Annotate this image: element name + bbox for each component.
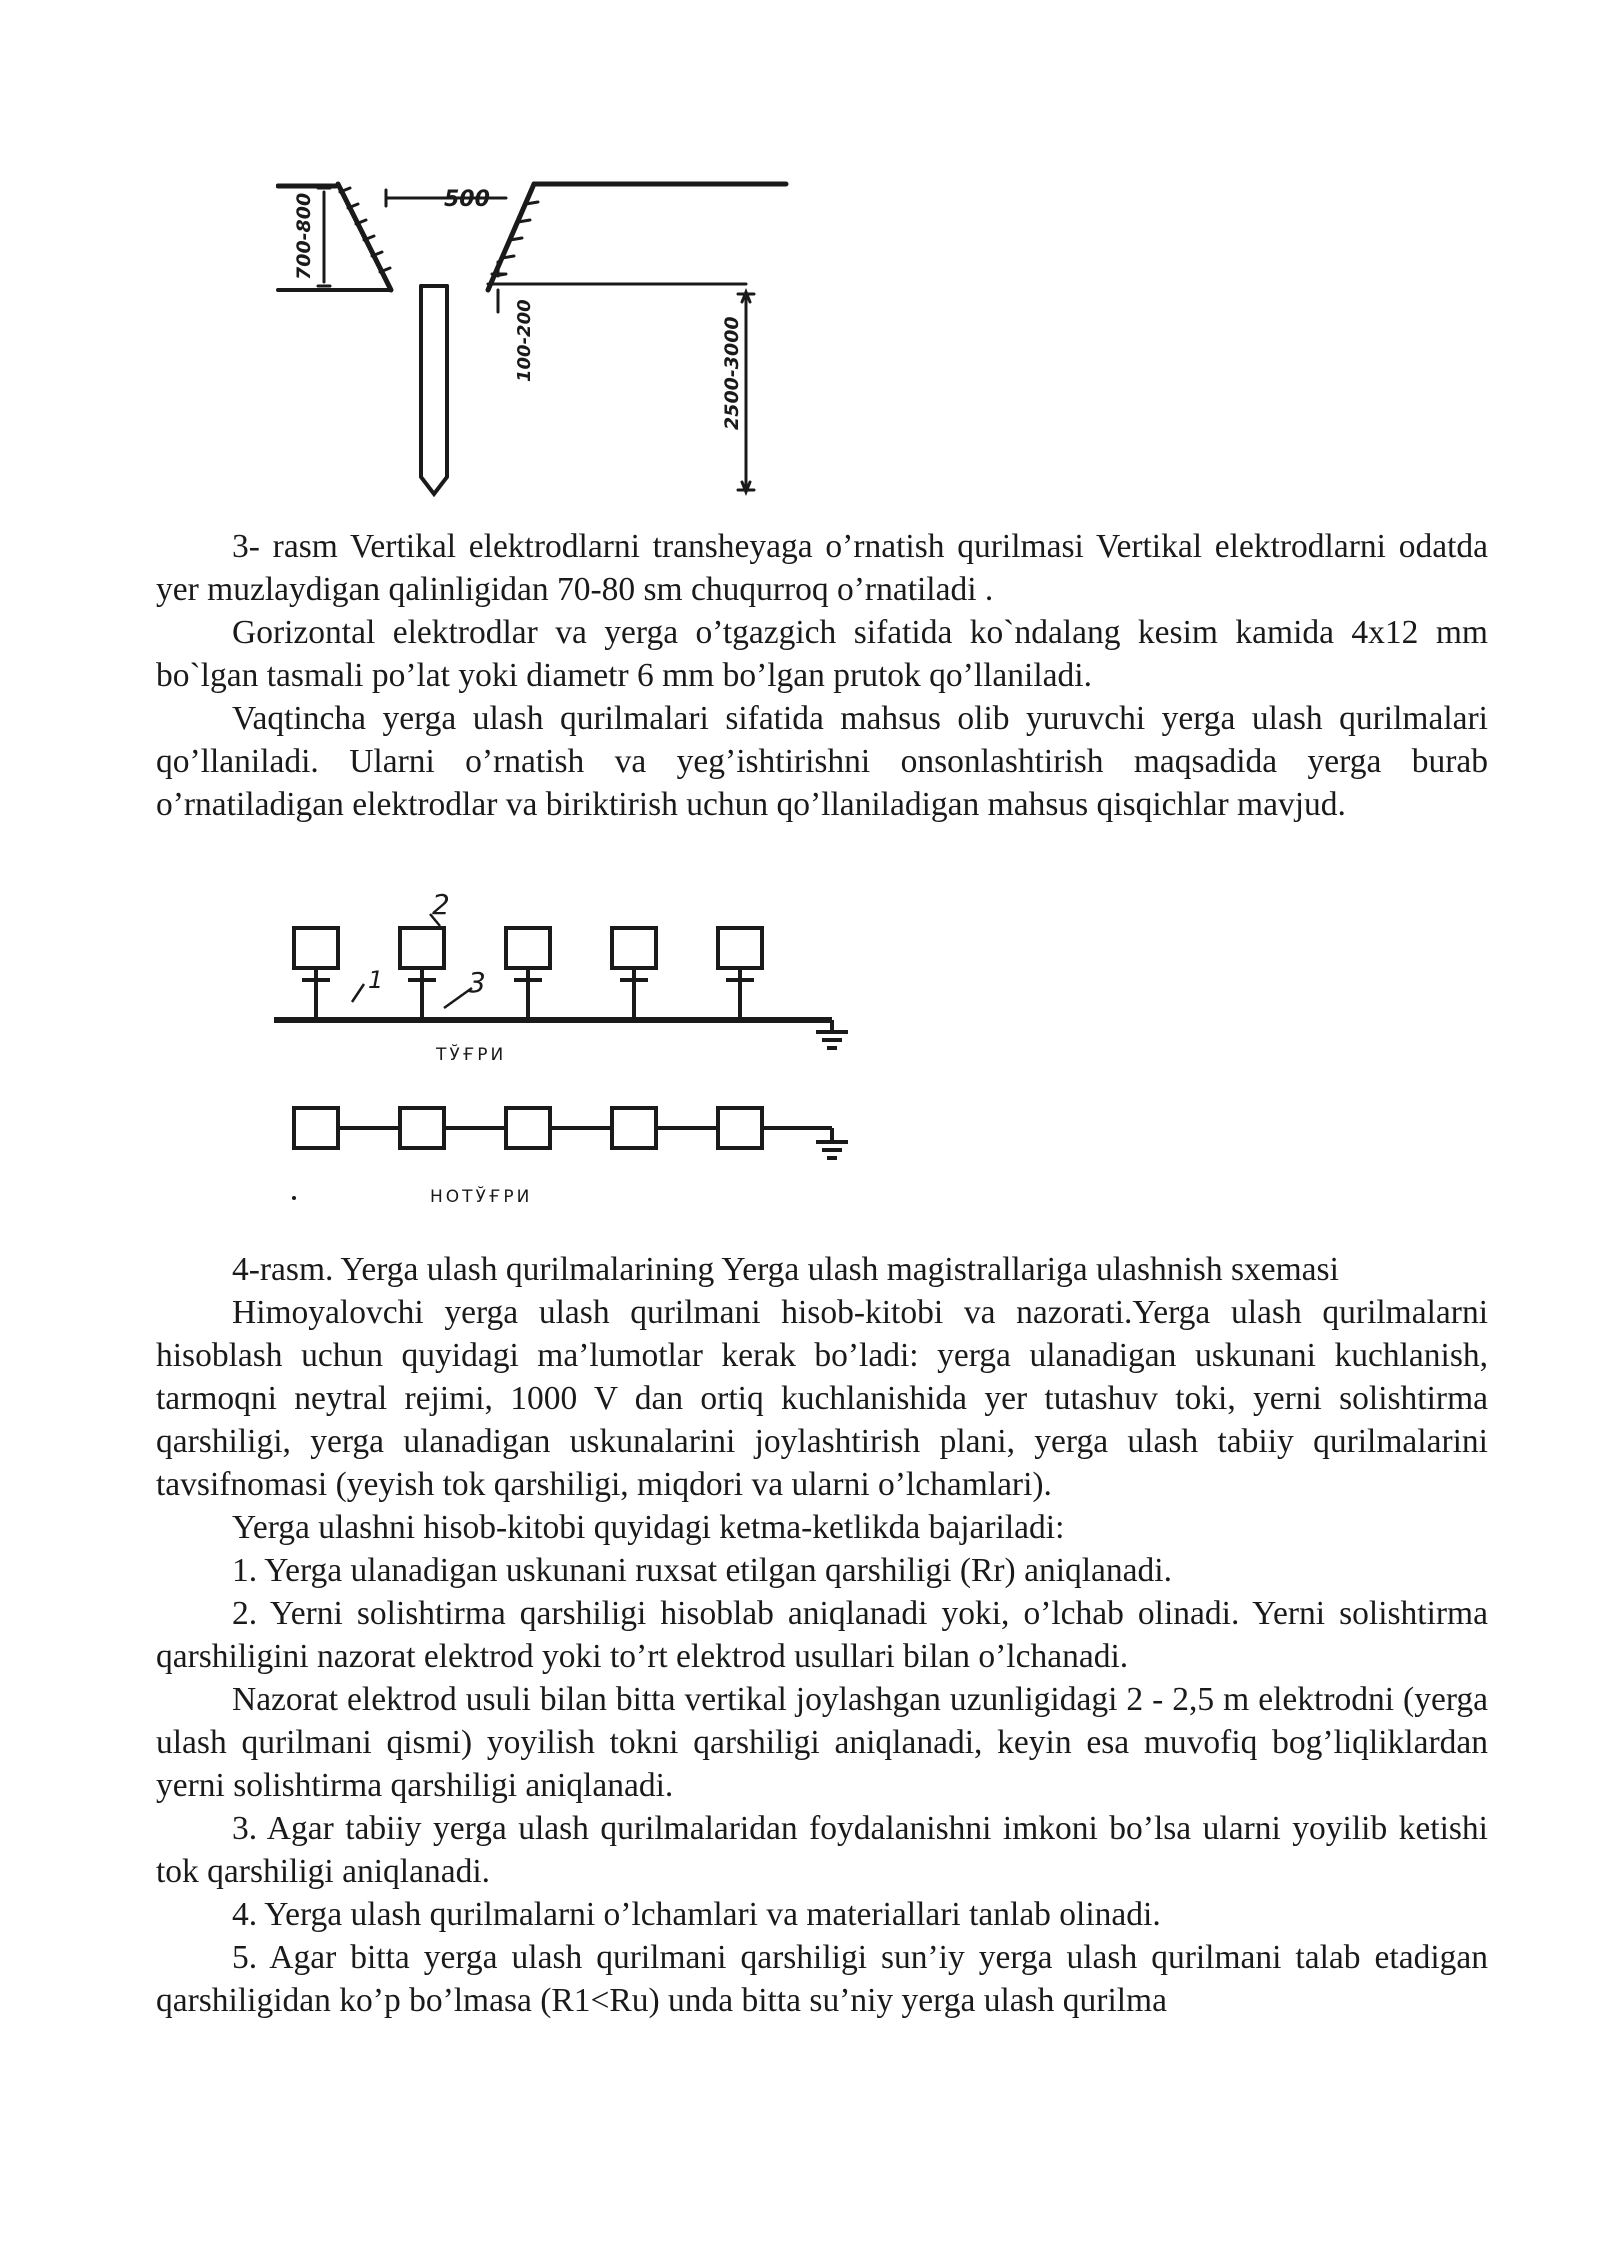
caption-wrong: НОТЎҒРИ: [430, 1187, 533, 1207]
dim-width-label: 500: [444, 187, 490, 212]
label-1: 1: [368, 966, 384, 994]
paragraph: 4. Yerga ulash qurilmalarni o’lchamlari va materiallari tanlab olinadi.: [232, 1896, 1161, 1933]
label-3: 3: [468, 966, 486, 999]
paragraph: 3. Agar tabiiy yerga ulash qurilmalaridan foydalanishni imkoni bo’lsa ularni yoyilib ketishi tok qarshiligi aniqlanadi.: [156, 1810, 1488, 1890]
paragraph: Yerga ulashni hisob-kitobi quyidagi ketma-ketlikda bajariladi:: [232, 1509, 1065, 1546]
paragraph: 4-rasm. Yerga ulash qurilmalarining Yerga ulash magistrallariga ulashnish sxemasi: [232, 1251, 1339, 1288]
dim-top-depth-label: 700-800: [293, 192, 315, 280]
paragraph: 1. Yerga ulanadigan uskunani ruxsat etilgan qarshiligi (Rr) aniqlanadi.: [232, 1552, 1172, 1589]
caption-correct: ТЎҒРИ: [436, 1045, 507, 1065]
text-block-top: [156, 525, 1488, 826]
dim-inner-label: 100-200: [514, 299, 535, 382]
grounding-scheme-figure: [272, 880, 892, 1230]
paragraph: 2. Yerni solishtirma qarshiligi hisoblab aniqlanadi yoki, o’lchab olinadi. Yerni solishtirma qarshiligini nazorat elektrod yoki to’rt elektrod usullari bilan o’lchanadi.: [156, 1595, 1488, 1675]
paragraph: 5. Agar bitta yerga ulash qurilmani qarshiligi sun’iy yerga ulash qurilmani talab etadigan qarshiligidan ko’p bo’lmasa (R1<Ru) unda bitta su’niy yerga ulash qurilma: [156, 1939, 1488, 2019]
dim-electrode-label: 2500-3000: [721, 316, 743, 430]
paragraph: Gorizontal elektrodlar va yerga o’tgazgich sifatida ko`ndalang kesim kamida 4x12 mm bo`lgan tasmali po’lat yoki diametr 6 mm bo’lgan prutok qo’llaniladi.: [156, 614, 1488, 694]
trench-electrode-figure: [276, 172, 806, 502]
text-block-bottom: [156, 1248, 1488, 2022]
label-2: 2: [432, 888, 450, 921]
paragraph: Himoyalovchi yerga ulash qurilmani hisob-kitobi va nazorati.Yerga ulash qurilmalarni hisoblash uchun quyidagi ma’lumotlar kerak bo’ladi: yerga ulanadigan uskunani kuchlanish, tarmoqni neytral rejimi, 1000 V dan ortiq kuchlanishida yer tutashuv toki, yerni solishtirma qarshiligi, yerga ulanadigan uskunalarini joylashtirish plani, yerga ulash tabiiy qurilmalarini tavsifnomasi (yeyish tok qarshiligi, miqdori va ularni o’lchamlari).: [156, 1294, 1488, 1503]
paragraph: Nazorat elektrod usuli bilan bitta vertikal joylashgan uzunligidagi 2 - 2,5 m elektrodni (yerga ulash qurilmani qismi) yoyilish tokni qarshiligi aniqlanadi, keyin esa muvofiq bog’liqliklardan yerni solishtirma qarshiligi aniqlanadi.: [156, 1681, 1488, 1804]
paragraph: Vaqtincha yerga ulash qurilmalari sifatida mahsus olib yuruvchi yerga ulash qurilmalari qo’llaniladi. Ularni o’rnatish va yeg’ishtirishni onsonlashtirish maqsadida yerga burab o’rnatiladigan elektrodlar va biriktirish uchun qo’llaniladigan mahsus qisqichlar mavjud.: [156, 700, 1488, 823]
paragraph: 3- rasm Vertikal elektrodlarni transheyaga o’rnatish qurilmasi Vertikal elektrodlarni odatda yer muzlaydigan qalinligidan 70-80 sm chuqurroq o’rnatiladi .: [156, 528, 1488, 608]
